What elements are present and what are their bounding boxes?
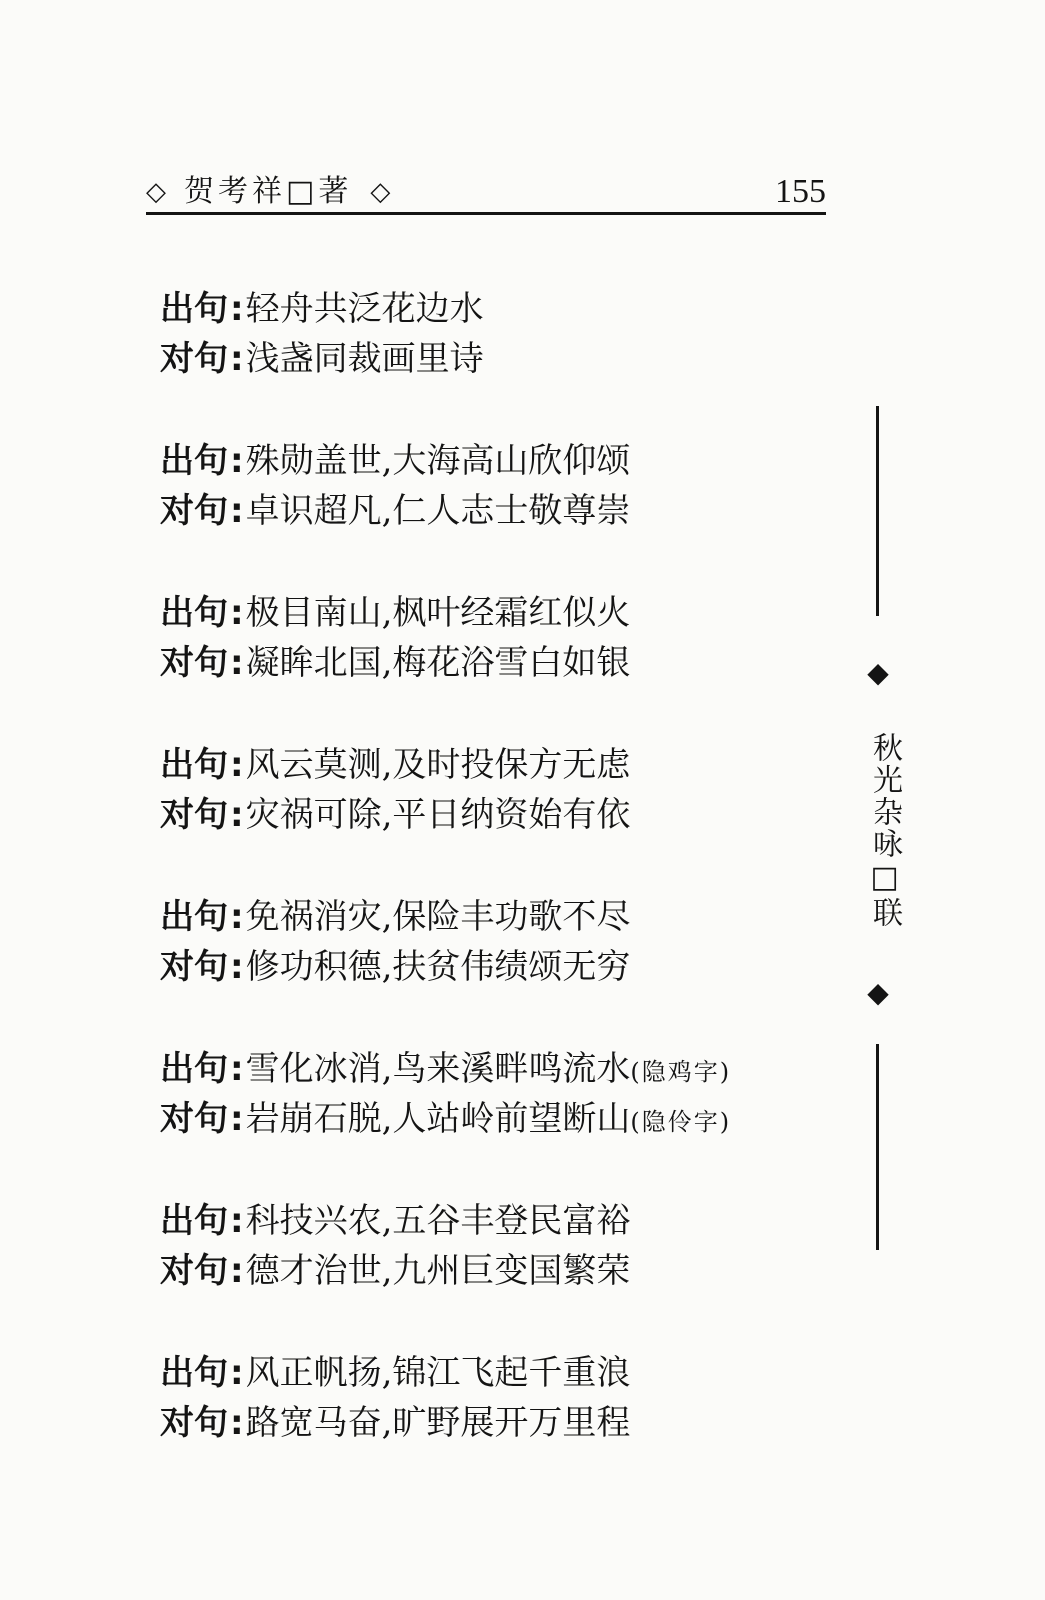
first-line: 出句:免祸消灾,保险丰功歌不尽 xyxy=(160,897,631,937)
couplet-6 xyxy=(160,1044,810,1196)
second-line: 对句:浅盏同裁画里诗 xyxy=(160,339,484,379)
side-rule-top xyxy=(876,406,879,616)
filled-diamond-icon-top: ◆ xyxy=(867,656,889,689)
second-line-label: 对句 xyxy=(160,339,228,379)
first-line-label: 出句 xyxy=(160,1201,228,1241)
first-line-text: 极目南山,枫叶经霜红似火 xyxy=(245,593,631,633)
first-line-note: (隐鸡字) xyxy=(630,1058,732,1086)
second-line: 对句:路宽马奋,旷野展开万里程 xyxy=(160,1403,631,1443)
first-line-label: 出句 xyxy=(160,745,228,785)
outline-diamond-icon-left: ◇ xyxy=(146,177,166,207)
first-line: 出句:风云莫测,及时投保方无虑 xyxy=(160,745,631,785)
running-header xyxy=(146,170,826,214)
first-line-text: 风云莫测,及时投保方无虑 xyxy=(245,745,631,785)
second-line-text: 凝眸北国,梅花浴雪白如银 xyxy=(245,643,631,683)
second-line-text: 卓识超凡,仁人志士敬尊崇 xyxy=(245,491,631,531)
second-line-label: 对句 xyxy=(160,1099,228,1139)
first-line-label: 出句 xyxy=(160,593,228,633)
second-line: 对句:灾祸可除,平日纳资始有依 xyxy=(160,795,631,835)
second-line-label: 对句 xyxy=(160,947,228,987)
couplet-4 xyxy=(160,740,810,892)
side-rule-bottom xyxy=(876,1044,879,1250)
header-rule xyxy=(146,212,826,215)
second-line-text: 岩崩石脱,人站岭前望断山 xyxy=(245,1099,631,1139)
second-line-note: (隐伶字) xyxy=(630,1108,732,1136)
second-line: 对句:德才治世,九州巨变国繁荣 xyxy=(160,1251,631,1291)
author-name: 贺考祥□著 xyxy=(184,174,353,209)
second-line-text: 修功积德,扶贫伟绩颂无穷 xyxy=(245,947,631,987)
chapter-title: 秋光杂咏□联 xyxy=(867,732,902,929)
first-line: 出句:殊勋盖世,大海高山欣仰颂 xyxy=(160,441,631,481)
second-line-text: 浅盏同裁画里诗 xyxy=(245,339,484,379)
page-number: 155 xyxy=(775,173,826,210)
outline-diamond-icon-right: ◇ xyxy=(370,177,391,207)
header-author-group xyxy=(146,170,390,214)
first-line: 出句:科技兴农,五谷丰登民富裕 xyxy=(160,1201,631,1241)
first-line-label: 出句 xyxy=(160,1353,228,1393)
couplet-3 xyxy=(160,588,810,740)
first-line-text: 轻舟共泛花边水 xyxy=(245,289,484,329)
second-line-label: 对句 xyxy=(160,1251,228,1291)
second-line: 对句:修功积德,扶贫伟绩颂无穷 xyxy=(160,947,631,987)
second-line: 对句:岩崩石脱,人站岭前望断山(隐伶字) xyxy=(160,1099,732,1139)
filled-diamond-icon-bottom: ◆ xyxy=(867,976,889,1009)
first-line-label: 出句 xyxy=(160,897,228,937)
second-line-label: 对句 xyxy=(160,795,228,835)
first-line-label: 出句 xyxy=(160,289,228,329)
side-tab xyxy=(852,0,902,1600)
couplet-list xyxy=(160,284,810,1500)
first-line-label: 出句 xyxy=(160,441,228,481)
first-line: 出句:极目南山,枫叶经霜红似火 xyxy=(160,593,631,633)
second-line-label: 对句 xyxy=(160,491,228,531)
couplet-8 xyxy=(160,1348,810,1500)
first-line: 出句:风正帆扬,锦江飞起千重浪 xyxy=(160,1353,631,1393)
first-line-text: 免祸消灾,保险丰功歌不尽 xyxy=(245,897,631,937)
second-line-text: 路宽马奋,旷野展开万里程 xyxy=(245,1403,631,1443)
couplet-5 xyxy=(160,892,810,1044)
second-line-text: 德才治世,九州巨变国繁荣 xyxy=(245,1251,631,1291)
first-line-label: 出句 xyxy=(160,1049,228,1089)
couplet-1 xyxy=(160,284,810,436)
second-line: 对句:凝眸北国,梅花浴雪白如银 xyxy=(160,643,631,683)
second-line-label: 对句 xyxy=(160,1403,228,1443)
second-line: 对句:卓识超凡,仁人志士敬尊崇 xyxy=(160,491,631,531)
first-line-text: 雪化冰消,鸟来溪畔鸣流水 xyxy=(245,1049,631,1089)
first-line: 出句:雪化冰消,鸟来溪畔鸣流水(隐鸡字) xyxy=(160,1049,732,1089)
first-line-text: 科技兴农,五谷丰登民富裕 xyxy=(245,1201,631,1241)
couplet-7 xyxy=(160,1196,810,1348)
couplet-2 xyxy=(160,436,810,588)
second-line-label: 对句 xyxy=(160,643,228,683)
second-line-text: 灾祸可除,平日纳资始有依 xyxy=(245,795,631,835)
first-line-text: 殊勋盖世,大海高山欣仰颂 xyxy=(245,441,631,481)
first-line: 出句:轻舟共泛花边水 xyxy=(160,289,484,329)
first-line-text: 风正帆扬,锦江飞起千重浪 xyxy=(245,1353,631,1393)
